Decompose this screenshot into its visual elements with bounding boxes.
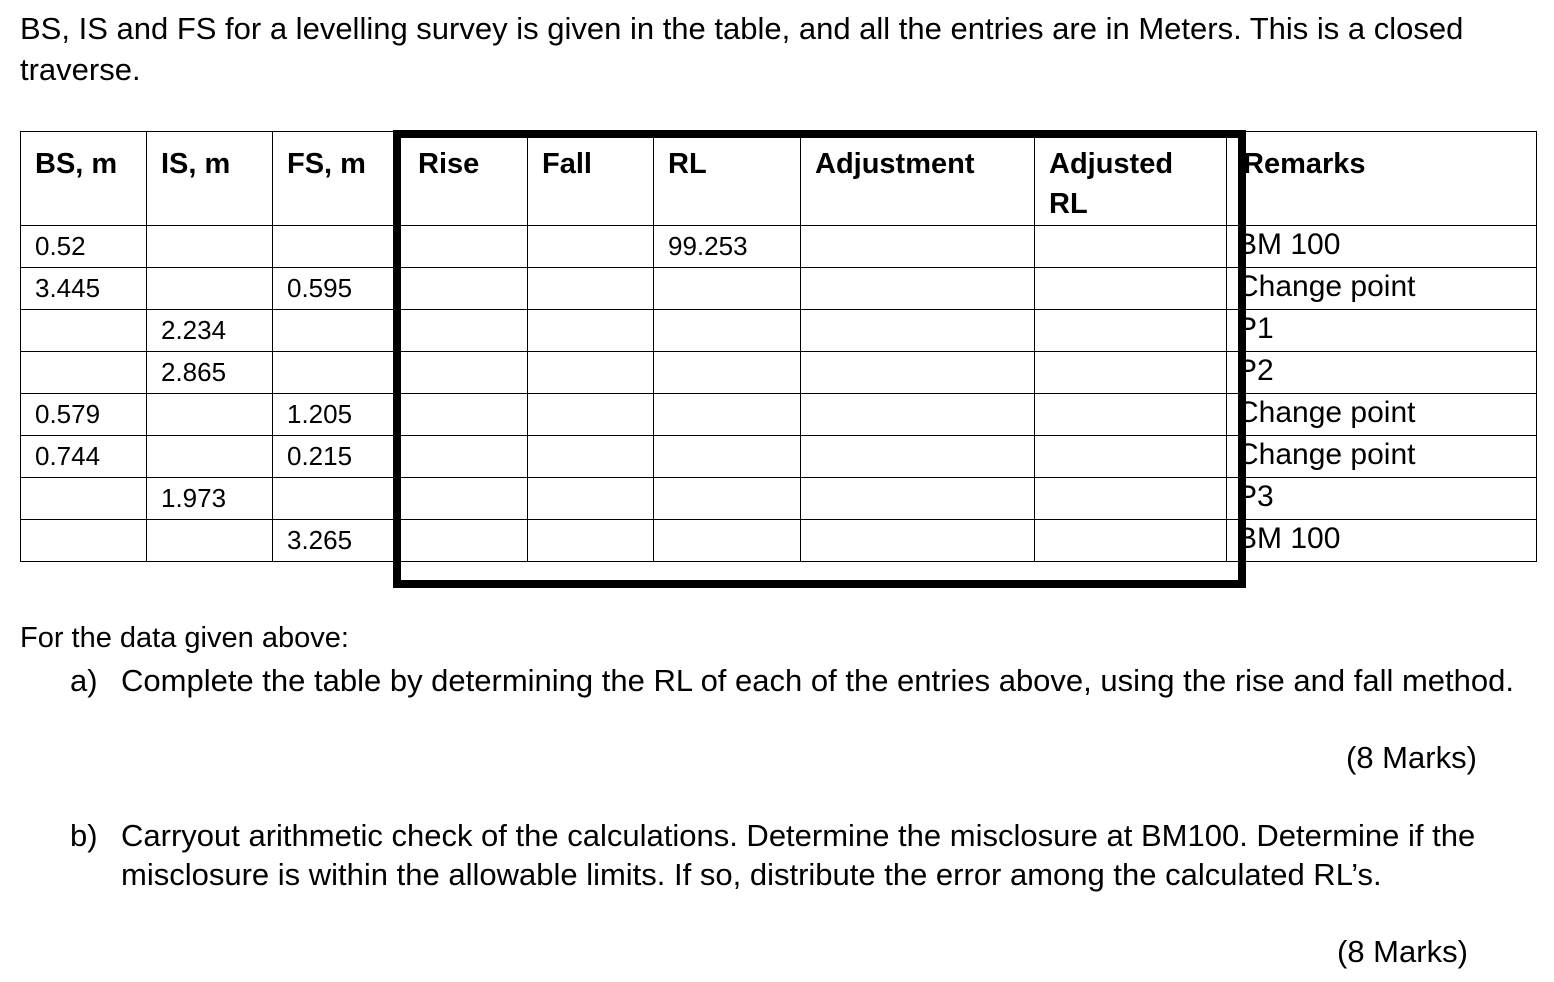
question-b-marks: (8 Marks) — [1337, 934, 1468, 969]
table-row — [21, 352, 1537, 394]
remarks-cell: Change point — [1227, 268, 1537, 310]
header-adjustment: Adjustment — [801, 132, 1035, 226]
adjustment-cell — [801, 478, 1035, 520]
is-cell — [147, 394, 273, 436]
is-cell — [147, 520, 273, 562]
adjustment-cell — [801, 520, 1035, 562]
table-header-row — [21, 132, 1537, 226]
adjusted-rl-cell — [1035, 394, 1227, 436]
rl-cell — [654, 394, 801, 436]
rise-cell — [398, 352, 528, 394]
adjusted-rl-cell — [1035, 436, 1227, 478]
remarks-cell: BM 100 — [1227, 226, 1537, 268]
adjusted-rl-cell — [1035, 352, 1227, 394]
adjusted-rl-cell — [1035, 226, 1227, 268]
fall-cell — [528, 436, 654, 478]
fs-cell: 3.265 — [273, 520, 398, 562]
rl-cell — [654, 310, 801, 352]
question-a-text: Complete the table by determining the RL of each of the entries above, using the rise and fall method. — [121, 663, 1514, 698]
adjusted-rl-cell — [1035, 520, 1227, 562]
fs-cell: 1.205 — [273, 394, 398, 436]
table-row — [21, 268, 1537, 310]
fs-cell — [273, 352, 398, 394]
remarks-cell: Change point — [1227, 394, 1537, 436]
fall-cell — [528, 352, 654, 394]
rl-cell: 99.253 — [654, 226, 801, 268]
header-rise: Rise — [398, 132, 528, 226]
remarks-cell: BM 100 — [1227, 520, 1537, 562]
table-row — [21, 520, 1537, 562]
header-is: IS, m — [147, 132, 273, 226]
rise-cell — [398, 436, 528, 478]
adjustment-cell — [801, 394, 1035, 436]
header-fs: FS, m — [273, 132, 398, 226]
fs-cell: 0.215 — [273, 436, 398, 478]
adjustment-cell — [801, 436, 1035, 478]
question-b-letter: b) — [70, 818, 98, 853]
remarks-cell: P1 — [1227, 310, 1537, 352]
adjustment-cell — [801, 310, 1035, 352]
table-row — [21, 394, 1537, 436]
header-fall: Fall — [528, 132, 654, 226]
is-cell: 1.973 — [147, 478, 273, 520]
rise-cell — [398, 394, 528, 436]
header-remarks: Remarks — [1227, 132, 1537, 226]
rl-cell — [654, 520, 801, 562]
rl-cell — [654, 352, 801, 394]
bs-cell: 3.445 — [21, 268, 147, 310]
rise-cell — [398, 520, 528, 562]
adjustment-cell — [801, 352, 1035, 394]
fall-cell — [528, 478, 654, 520]
table-row — [21, 478, 1537, 520]
adjusted-rl-cell — [1035, 268, 1227, 310]
lead-text: For the data given above: — [20, 622, 349, 654]
is-cell — [147, 436, 273, 478]
adjustment-cell — [801, 268, 1035, 310]
adjusted-rl-cell — [1035, 310, 1227, 352]
table-row — [21, 436, 1537, 478]
bs-cell: 0.52 — [21, 226, 147, 268]
bs-cell — [21, 352, 147, 394]
question-b — [70, 816, 1540, 936]
header-adjusted-rl: Adjusted RL — [1035, 132, 1227, 226]
bs-cell — [21, 520, 147, 562]
table-row — [21, 226, 1537, 268]
is-cell: 2.865 — [147, 352, 273, 394]
fall-cell — [528, 310, 654, 352]
rise-cell — [398, 226, 528, 268]
rise-cell — [398, 268, 528, 310]
table-row — [21, 310, 1537, 352]
is-cell — [147, 268, 273, 310]
bs-cell — [21, 310, 147, 352]
question-a — [70, 661, 1540, 741]
fall-cell — [528, 394, 654, 436]
question-a-letter: a) — [70, 663, 98, 698]
rise-cell — [398, 478, 528, 520]
intro-text: BS, IS and FS for a levelling survey is given in the table, and all the entries are in Meters. This is a closed traverse. — [20, 11, 1464, 87]
rise-cell — [398, 310, 528, 352]
header-rl: RL — [654, 132, 801, 226]
is-cell — [147, 226, 273, 268]
rl-cell — [654, 436, 801, 478]
adjusted-rl-cell — [1035, 478, 1227, 520]
fs-cell — [273, 226, 398, 268]
rl-cell — [654, 478, 801, 520]
fall-cell — [528, 268, 654, 310]
adjustment-cell — [801, 226, 1035, 268]
question-a-marks: (8 Marks) — [1346, 740, 1477, 775]
remarks-cell: Change point — [1227, 436, 1537, 478]
fs-cell: 0.595 — [273, 268, 398, 310]
levelling-table-container — [20, 131, 1536, 577]
header-bs: BS, m — [21, 132, 147, 226]
bs-cell — [21, 478, 147, 520]
bs-cell: 0.579 — [21, 394, 147, 436]
rl-cell — [654, 268, 801, 310]
fall-cell — [528, 226, 654, 268]
levelling-table — [20, 131, 1537, 562]
fs-cell — [273, 310, 398, 352]
question-b-text: Carryout arithmetic check of the calculations. Determine the misclosure at BM100. Determine if the misclosure is within the allowable limits. If so, distribute the error among the calculated RL’s. — [121, 818, 1476, 892]
is-cell: 2.234 — [147, 310, 273, 352]
remarks-cell: P3 — [1227, 478, 1537, 520]
bs-cell: 0.744 — [21, 436, 147, 478]
fall-cell — [528, 520, 654, 562]
remarks-cell: P2 — [1227, 352, 1537, 394]
fs-cell — [273, 478, 398, 520]
